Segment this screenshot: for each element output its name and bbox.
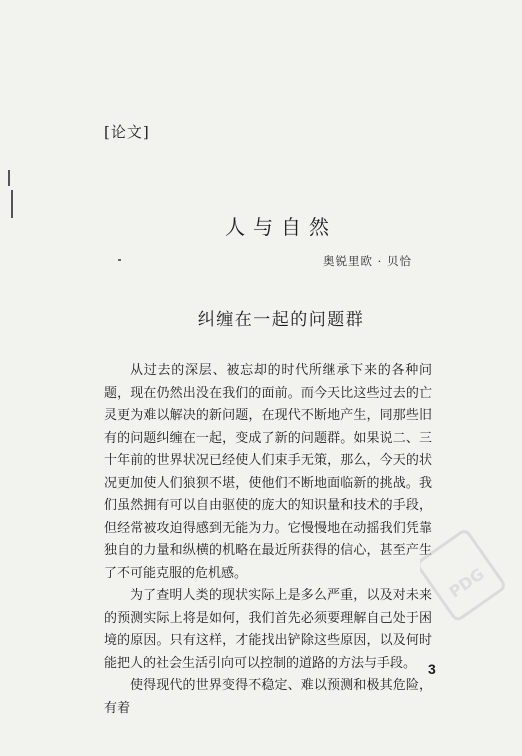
watermark-text: PDG xyxy=(445,564,488,602)
scan-artifact xyxy=(118,259,121,261)
paragraph: 为了查明人类的现状实际上是多么严重，以及对未来的预测实际上将是如何，我们首先必须要理解自己处于困境的原因。只有这样，才能找出铲除这些原因，以及何时能把人的社会生活引向可以控制的道路的方法与手段。 xyxy=(104,588,432,671)
section-heading: 纠缠在一起的问题群 xyxy=(197,310,365,330)
article-title: 人与自然 xyxy=(225,215,337,239)
author-name: 奥锐里欧 · 贝恰 xyxy=(323,254,412,268)
page-number: 3 xyxy=(428,661,436,677)
paragraph: 使得现代的世界变得不稳定、难以预测和极其危险，有着 xyxy=(104,678,432,716)
library-stamp-watermark xyxy=(420,510,516,660)
section-label: [论文] xyxy=(104,123,150,141)
scan-artifact xyxy=(8,170,10,186)
body-text xyxy=(104,360,432,720)
paragraph: 从过去的深层、被忘却的时代所继承下来的各种问题，现在仍然出没在我们的面前。而今天比这些过去的亡灵更为难以解决的新问题，在现代不断地产生，同那些旧有的问题纠缠在一起，变成了新的问题群。如果说二、三十年前的世界状况已经使人们束手无策，那么，今天的状况更加使人们狼狈不堪，使他们不断地面临新的挑战。我们虽然拥有可以自由驱使的庞大的知识量和技术的手段，但经常被攻迫得感到无能为力。它慢慢地在动摇我们凭靠独自的力量和纵横的机略在最近所获得的信心，甚至产生了不可能克服的危机感。 xyxy=(104,363,432,581)
